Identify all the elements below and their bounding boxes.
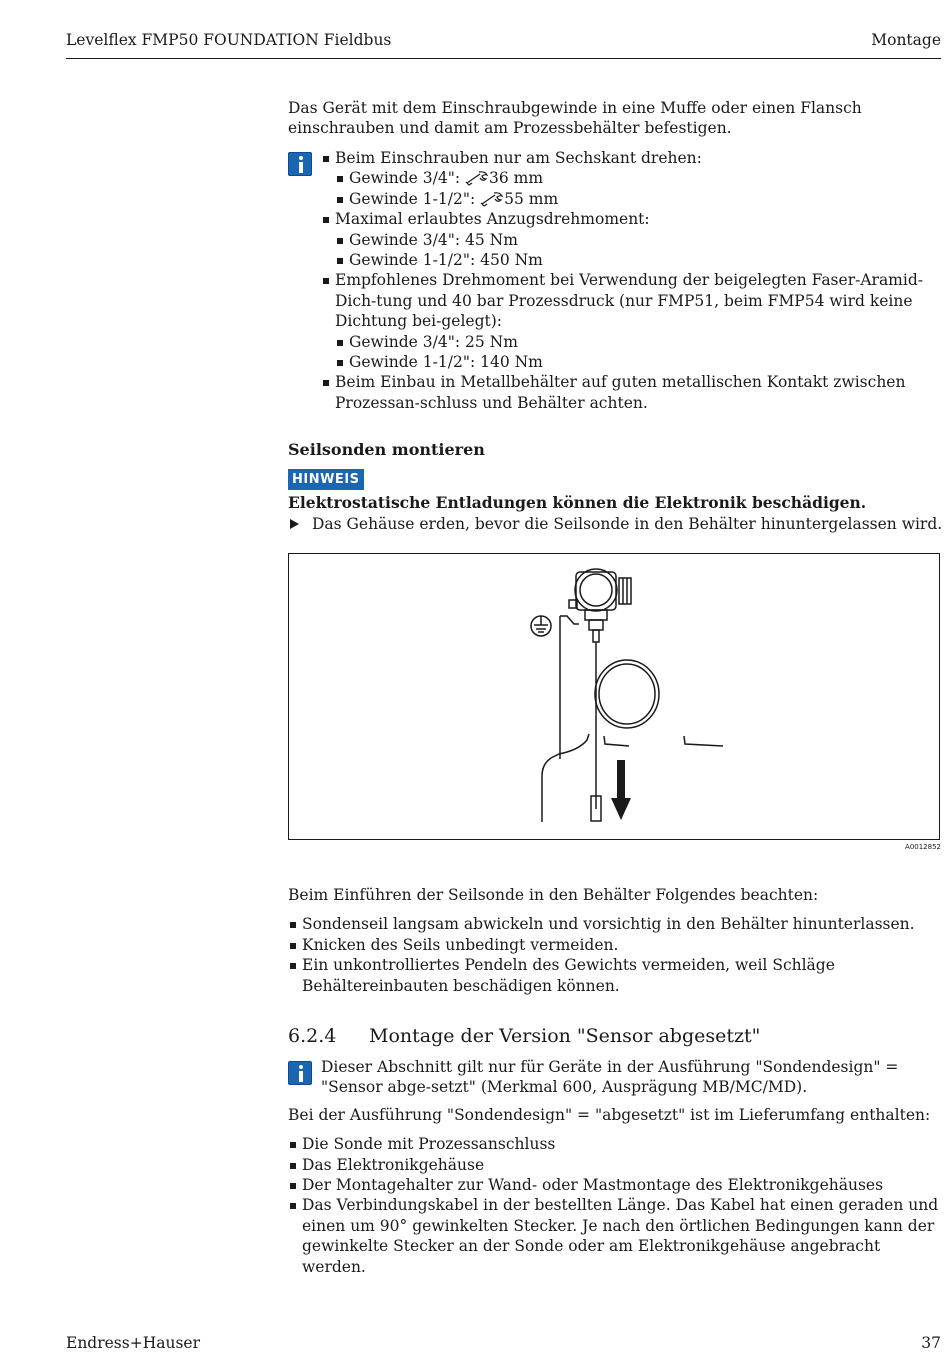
subitem-label: Gewinde 3/4": (349, 169, 466, 188)
section-624 (288, 1024, 944, 1277)
list-subitem (335, 168, 944, 188)
installation-figure (288, 553, 940, 840)
subitem-value: 55 mm (504, 189, 559, 208)
subsection-heading: Seilsonden montieren (288, 440, 485, 459)
action-step: Das Gehäuse erden, bevor die Seilsonde in den Behälter hinuntergelassen wird. (288, 514, 944, 534)
info-icon (288, 152, 312, 176)
list-item: Beim Einschrauben nur am Sechskant drehen: (321, 148, 944, 168)
footer-company: Endress+Hauser (66, 1334, 200, 1352)
info-icon (288, 1061, 312, 1085)
list-item: Das Verbindungskabel in der bestellten Länge. Das Kabel hat einen geraden und einen um 90° gewinkelten Stecker. Je nach den örtlichen Bedingungen kann der gewinkelte Stecker an der Sonde oder am Elektronikgehäuse angebracht werden. (288, 1195, 944, 1277)
section-heading (288, 1024, 944, 1048)
list-subitem: Gewinde 1-1/2": 140 Nm (335, 352, 944, 372)
subitem-value: 36 mm (489, 169, 544, 188)
list-subitem (335, 189, 944, 209)
list-item: Die Sonde mit Prozessanschluss (288, 1134, 944, 1154)
list-item: Knicken des Seils unbedingt vermeiden. (288, 935, 944, 955)
einfuehren-intro: Beim Einführen der Seilsonde in den Behälter Folgendes beachten: (288, 886, 819, 904)
info-block-threading (288, 148, 944, 413)
list-item: Der Montagehalter zur Wand- oder Mastmontage des Elektronikgehäuses (288, 1175, 944, 1195)
section-info-text: Dieser Abschnitt gilt nur für Geräte in der Ausführung "Sondendesign" = "Sensor abge-setzt" (Merkmal 600, Ausprägung MB/MC/MD). (321, 1058, 899, 1097)
scope-intro: Bei der Ausführung "Sondendesign" = "abgesetzt" ist im Lieferumfang enthalten: (288, 1105, 931, 1124)
list-subitem: Gewinde 3/4": 25 Nm (335, 332, 944, 352)
section-info (288, 1057, 944, 1098)
list-item: Das Elektronikgehäuse (288, 1155, 944, 1175)
einfuehren-block (288, 885, 944, 996)
rope-probe-diagram (289, 554, 939, 839)
list-item: Beim Einbau in Metallbehälter auf guten metallischen Kontakt zwischen Prozessan-schluss und Behälter achten. (321, 372, 944, 413)
info-list (321, 148, 944, 413)
header-title: Levelflex FMP50 FOUNDATION Fieldbus (66, 31, 392, 49)
intro-paragraph: Das Gerät mit dem Einschraubgewinde in eine Muffe oder einen Flansch einschrauben und damit am Prozessbehälter befestigen. (288, 99, 862, 138)
list-subitem: Gewinde 1-1/2": 450 Nm (335, 250, 944, 270)
list-item: Empfohlenes Drehmoment bei Verwendung der beigelegten Faser-Aramid-Dich-tung und 40 bar Prozessdruck (nur FMP51, beim FMP54 wird keine Dichtung bei-gelegt): (321, 270, 944, 331)
section-number: 6.2.4 (288, 1025, 337, 1047)
list-item: Sondenseil langsam abwickeln und vorsichtig in den Behälter hinunterlassen. (288, 914, 944, 934)
warning-text: Elektrostatische Entladungen können die Elektronik beschädigen. (288, 493, 867, 513)
page-number: 37 (921, 1334, 941, 1352)
figure-code: A0012852 (905, 843, 941, 851)
list-item: Maximal erlaubtes Anzugsdrehmoment: (321, 209, 944, 229)
section-title: Montage der Version "Sensor abgesetzt" (369, 1025, 761, 1047)
list-subitem: Gewinde 3/4": 45 Nm (335, 230, 944, 250)
list-item: Ein unkontrolliertes Pendeln des Gewichts vermeiden, weil Schläge Behältereinbauten beschädigen können. (288, 955, 944, 996)
header-rule (66, 58, 941, 59)
subitem-label: Gewinde 1-1/2": (349, 189, 481, 208)
wrench-icon (480, 191, 504, 207)
lowering-arrow (611, 760, 631, 820)
wrench-icon (465, 170, 489, 186)
header-section: Montage (871, 31, 941, 49)
seilsonden-block (288, 440, 944, 534)
notice-badge: HINWEIS (288, 469, 364, 490)
intro-block (288, 98, 944, 139)
